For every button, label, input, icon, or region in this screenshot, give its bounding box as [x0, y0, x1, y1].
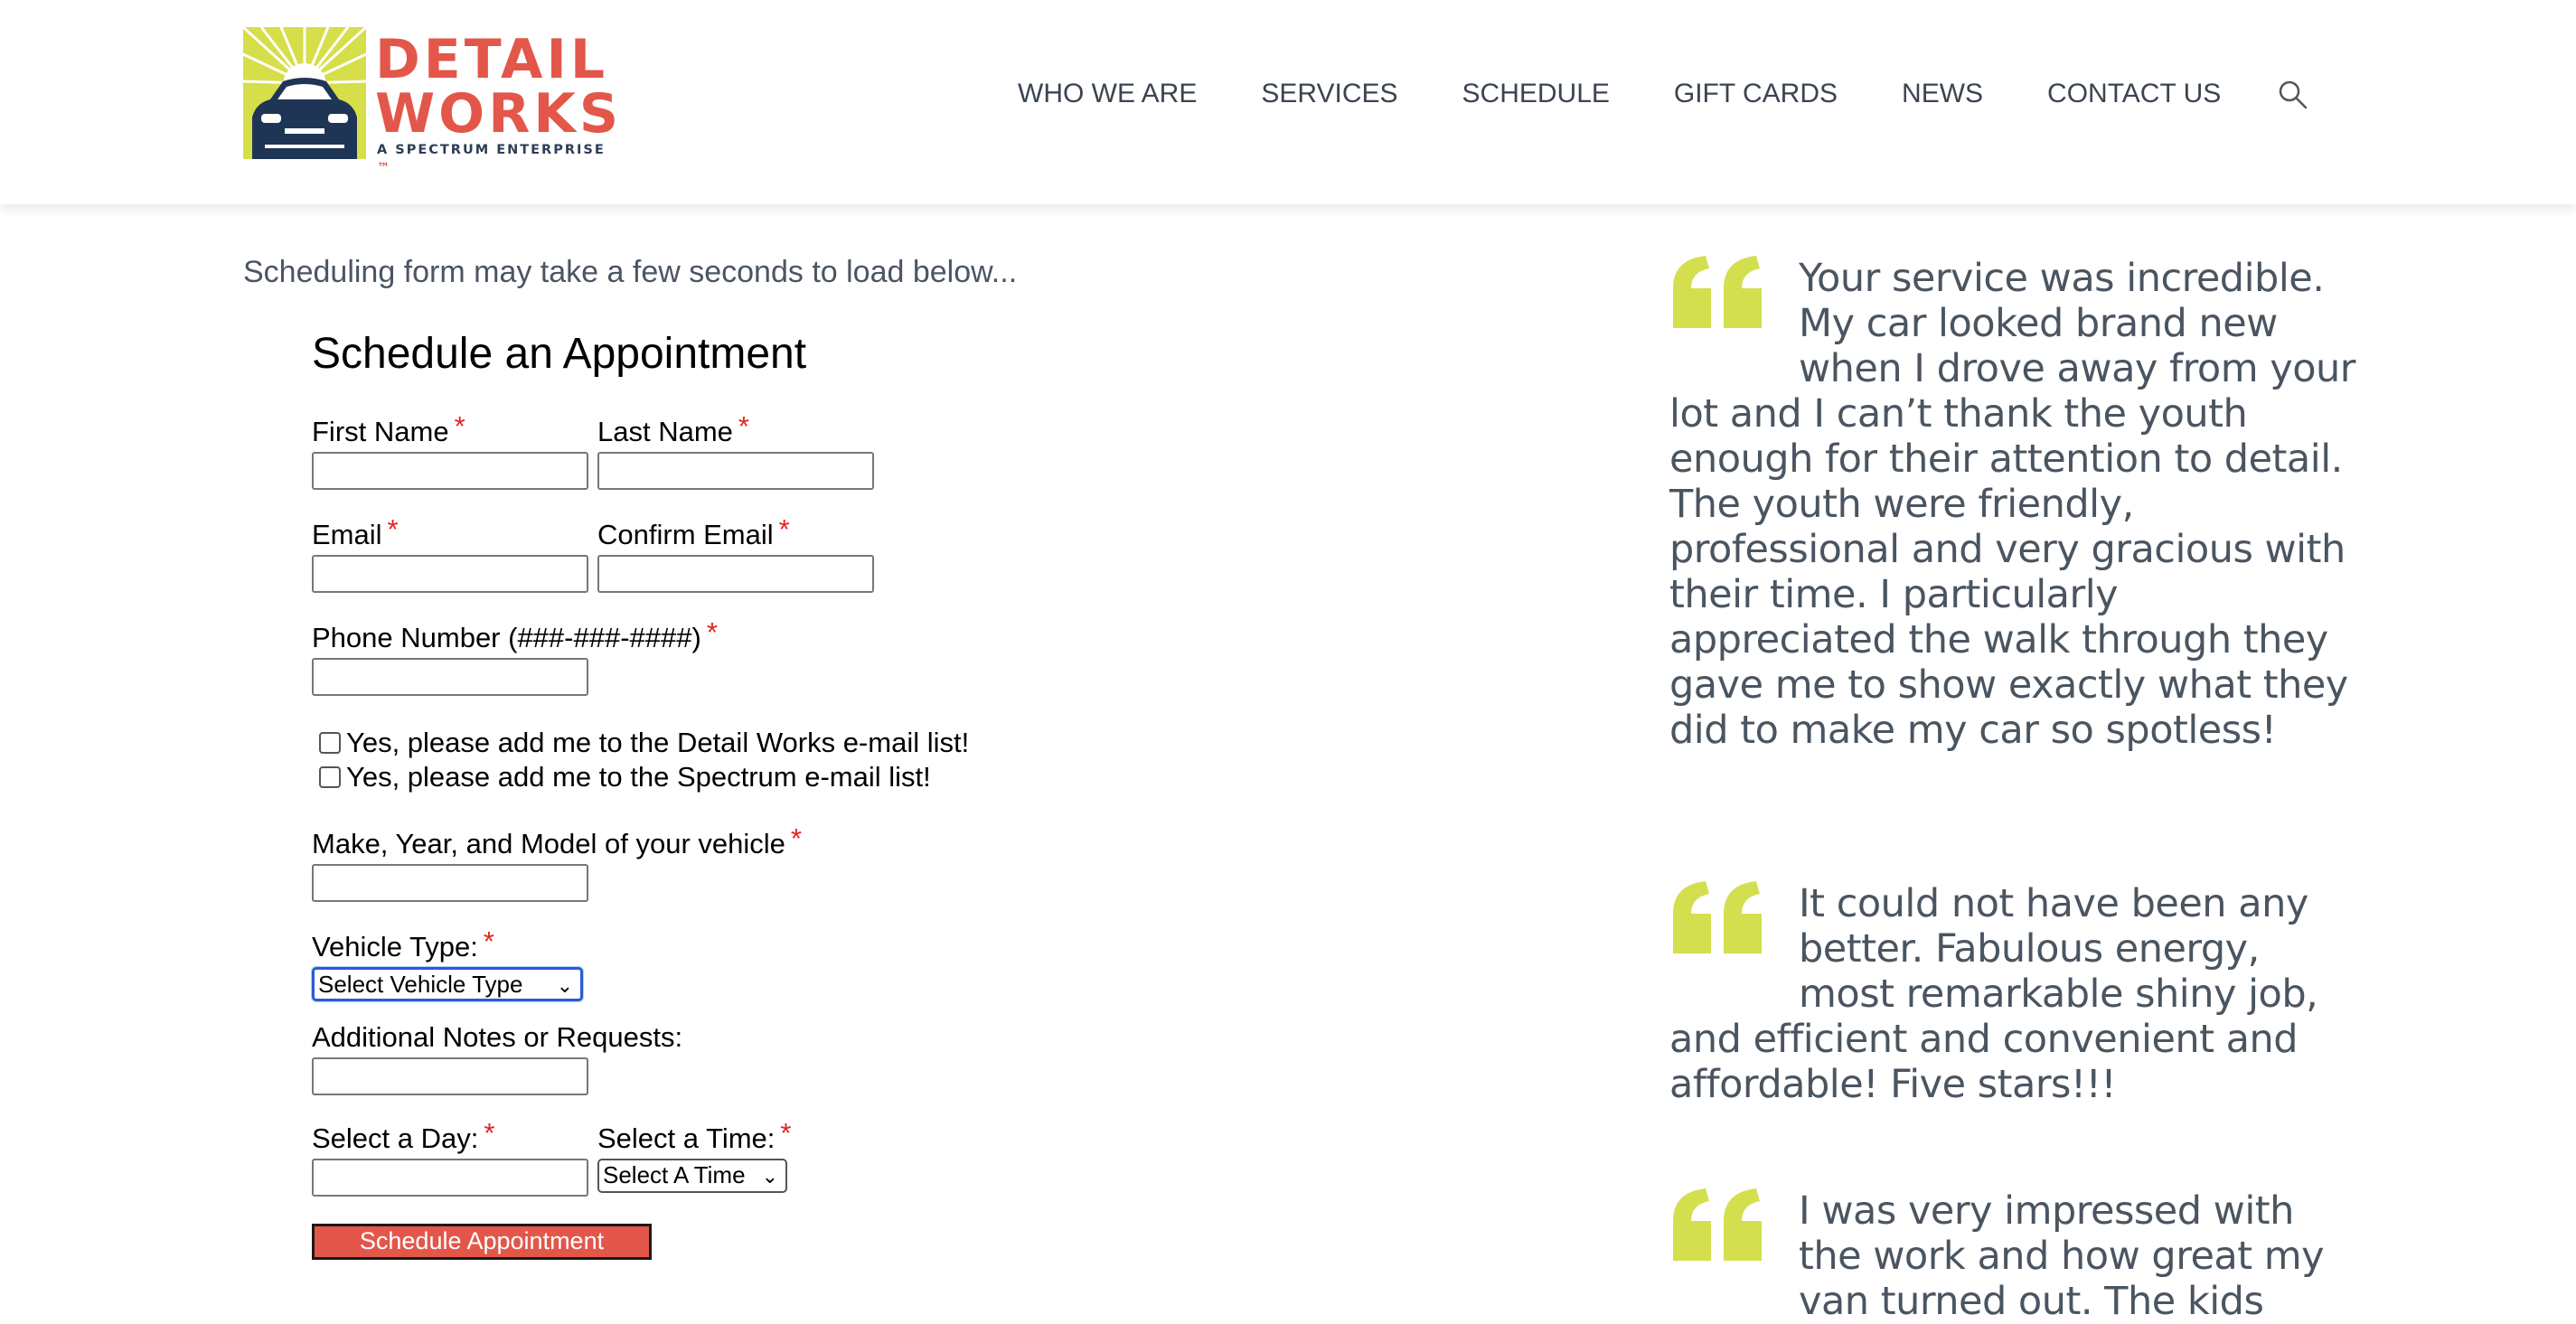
first-name-field: [312, 410, 588, 490]
required-mark: *: [706, 616, 718, 648]
testimonial-3: [1669, 1188, 2356, 1324]
quote-icon: [1669, 881, 1765, 953]
phone-label: Phone Number (###-###-####): [312, 622, 701, 653]
search-icon[interactable]: [2276, 78, 2308, 110]
logo-tagline: A SPECTRUM ENTERPRISE: [377, 143, 606, 157]
main-nav: [1018, 72, 2308, 116]
site-header: [0, 0, 2576, 204]
phone-field: [312, 616, 718, 696]
day-field: [312, 1117, 588, 1197]
optin-spectrum-label: Yes, please add me to the Spectrum e-mail list!: [346, 761, 931, 793]
quote-icon: [1669, 256, 1765, 328]
vehicle-type-select[interactable]: [312, 967, 583, 1001]
last-name-input[interactable]: [597, 452, 874, 490]
logo-wordmark: [375, 28, 623, 195]
optin-spectrum-row: [319, 761, 931, 793]
required-mark: *: [454, 410, 465, 442]
detail-works-logo[interactable]: [243, 27, 623, 175]
nav-item-news[interactable]: NEWS: [1902, 79, 1984, 108]
chevron-down-icon: ⌄: [556, 974, 573, 997]
email-field: [312, 513, 588, 593]
optin-detail-works-label: Yes, please add me to the Detail Works e-mail list!: [346, 727, 970, 758]
vehicle-field: [312, 822, 802, 902]
last-name-label: Last Name: [597, 416, 733, 447]
nav-item-who-we-are[interactable]: WHO WE ARE: [1018, 79, 1198, 108]
vehicle-label: Make, Year, and Model of your vehicle: [312, 828, 785, 859]
last-name-field: [597, 410, 874, 490]
schedule-appointment-button[interactable]: Schedule Appointment: [312, 1224, 652, 1260]
testimonial-text: Your service was incredible. My car looked brand new when I drove away from your lot and I can’t thank the youth enough for their attention to detail. The youth were friendly, professional and very gracious with their time. I particularly appreciated the walk through they gave me to show exactly what they did to make my car so spotless!: [1669, 256, 2355, 753]
vehicle-type-label: Vehicle Type:: [312, 931, 478, 962]
notes-label: Additional Notes or Requests:: [312, 1021, 683, 1053]
nav-item-contact-us[interactable]: CONTACT US: [2047, 79, 2222, 108]
nav-item-schedule[interactable]: SCHEDULE: [1462, 79, 1610, 108]
testimonial-text: I was very impressed with the work and how great my van turned out. The kids: [1799, 1188, 2325, 1324]
notes-input[interactable]: [312, 1057, 588, 1095]
logo-line-2: WORKS ™: [375, 87, 610, 195]
testimonial-2: [1669, 881, 2356, 1107]
email-label: Email: [312, 519, 382, 550]
trademark-mark: ™: [377, 161, 390, 175]
vehicle-type-field: [312, 925, 583, 1001]
time-select[interactable]: [597, 1159, 787, 1193]
optin-detail-works-row: [319, 727, 969, 759]
testimonial-1: [1669, 256, 2356, 753]
time-field: [597, 1117, 792, 1193]
first-name-input[interactable]: [312, 452, 588, 490]
logo-line-1: DETAIL: [375, 28, 609, 91]
required-mark: *: [780, 1117, 792, 1149]
phone-input[interactable]: [312, 658, 588, 696]
vehicle-type-selected: Select Vehicle Type: [318, 971, 523, 998]
confirm-email-label: Confirm Email: [597, 519, 774, 550]
time-label: Select a Time:: [597, 1122, 776, 1154]
required-mark: *: [387, 513, 399, 545]
chevron-down-icon: ⌄: [761, 1165, 778, 1188]
day-label: Select a Day:: [312, 1122, 479, 1154]
logo-car-sunburst-icon: [243, 27, 366, 159]
loading-notice: Scheduling form may take a few seconds to load below...: [243, 255, 1018, 289]
required-mark: *: [790, 822, 802, 854]
notes-field: [312, 1021, 682, 1095]
vehicle-input[interactable]: [312, 864, 588, 902]
optin-spectrum-checkbox[interactable]: [319, 766, 341, 788]
required-mark: *: [778, 513, 790, 545]
day-input[interactable]: [312, 1159, 588, 1197]
required-mark: *: [483, 925, 494, 957]
confirm-email-input[interactable]: [597, 555, 874, 593]
required-mark: *: [738, 410, 749, 442]
optin-detail-works-checkbox[interactable]: [319, 732, 341, 754]
quote-icon: [1669, 1188, 1765, 1261]
nav-item-services[interactable]: SERVICES: [1261, 79, 1398, 108]
confirm-email-field: [597, 513, 874, 593]
time-selected: Select A Time: [603, 1161, 746, 1188]
required-mark: *: [484, 1117, 495, 1149]
form-title: Schedule an Appointment: [312, 330, 807, 378]
nav-item-gift-cards[interactable]: GIFT CARDS: [1673, 79, 1838, 108]
email-input[interactable]: [312, 555, 588, 593]
first-name-label: First Name: [312, 416, 449, 447]
testimonial-text: It could not have been any better. Fabulous energy, most remarkable shiny job, and efficient and convenient and affordable! Five stars!!!: [1669, 881, 2318, 1107]
